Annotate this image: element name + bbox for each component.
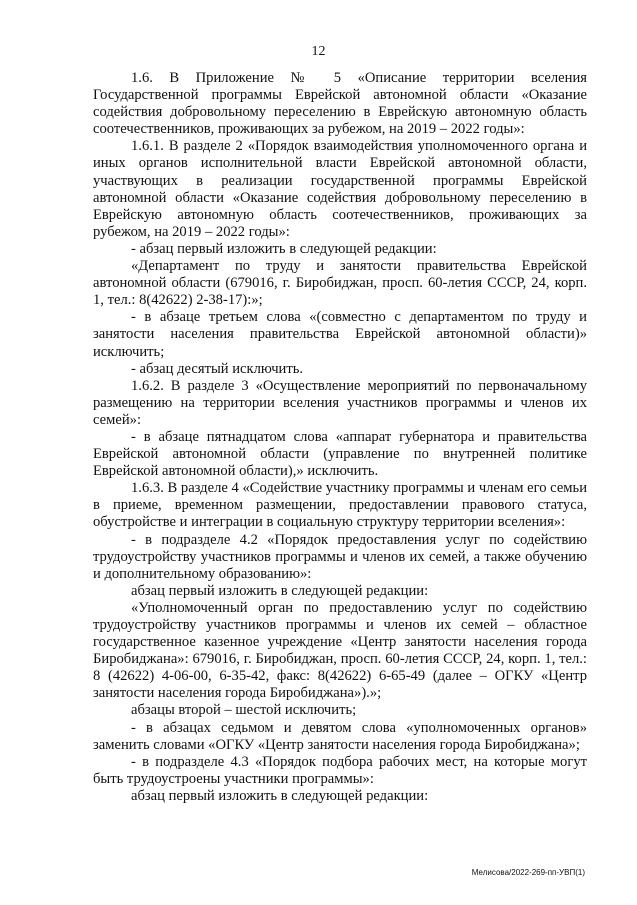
page-number: 12	[311, 44, 326, 59]
paragraph: абзацы второй – шестой исключить;	[131, 702, 357, 719]
paragraph: - в подразделе 4.2 «Порядок предоставления услуг по содействию трудоустройству участников программы и членов их семей, а также обучению и дополнительному образованию»:	[93, 531, 587, 582]
paragraph-1-6-2: 1.6.2. В разделе 3 «Осуществление мероприятий по первоначальному размещению на территории вселения участников программы и членов их семей»:	[93, 377, 587, 428]
paragraph-1-6-3: 1.6.3. В разделе 4 «Содействие участнику программы и членам его семьи в приеме, временном размещении, предоставлении правового статуса, обустройстве и интеграции в социальную структуру территории вселения»:	[93, 480, 587, 531]
paragraph: - абзац десятый исключить.	[131, 360, 304, 377]
paragraph: - абзац первый изложить в следующей редакции:	[131, 240, 437, 257]
paragraph: - в подразделе 4.3 «Порядок подбора рабочих мест, на которые могут быть трудоустроены участники программы»:	[93, 753, 587, 787]
paragraph: абзац первый изложить в следующей редакции:	[131, 787, 429, 804]
paragraph: - в абзаце третьем слова «(совместно с департаментом по труду и занятости населения правительства Еврейской автономной области)» исключить;	[93, 309, 587, 360]
paragraph-1-6: 1.6. В Приложение № 5 «Описание территории вселения Государственной программы Еврейской автономной области «Оказание содействия добровольному переселению в Еврейскую автономную область соотечественников, проживающих за рубежом, на 2019 – 2022 годы»:	[93, 70, 587, 138]
paragraph: - в абзацах седьмом и девятом слова «уполномоченных органов» заменить словами «ОГКУ «Центр занятости населения города Биробиджана»;	[93, 719, 587, 753]
paragraph-1-6-1: 1.6.1. В разделе 2 «Порядок взаимодействия уполномоченного органа и иных органов исполнительной власти Еврейской автономной области, участвующих в реализации государственной программы Еврейской автономной области «Оказание содействия добровольному переселению в Еврейскую автономную область соотечественников, проживающих за рубежом, на 2019 – 2022 годы»:	[93, 138, 587, 240]
paragraph: - в абзаце пятнадцатом слова «аппарат губернатора и правительства Еврейской автономной области (управление по внутренней политике Еврейской автономной области),» исключить.	[93, 428, 587, 480]
document-body	[93, 70, 587, 805]
paragraph: «Уполномоченный орган по предоставлению услуг по содействию трудоустройству участников программы и членов их семей – областное государственное казенное учреждение «Центр занятости населения города Биробиджана»: 679016, г. Биробиджан, просп. 60-летия СССР, 24, корп. 1, тел.: 8 (42622) 4-06-00, 6-35-42, факс: 8(42622) 6-65-49 (далее – ОГКУ «Центр занятости населения города Биробиджана»).»;	[93, 599, 587, 702]
document-footer-code: Мелисова/2022-269-пп-УВП(1)	[471, 868, 585, 877]
paragraph: абзац первый изложить в следующей редакции:	[131, 582, 429, 599]
paragraph: «Департамент по труду и занятости правительства Еврейской автономной области (679016, г. Биробиджан, просп. 60-летия СССР, 24, корп. 1, тел.: 8(42622) 2-38-17):»;	[93, 258, 587, 309]
